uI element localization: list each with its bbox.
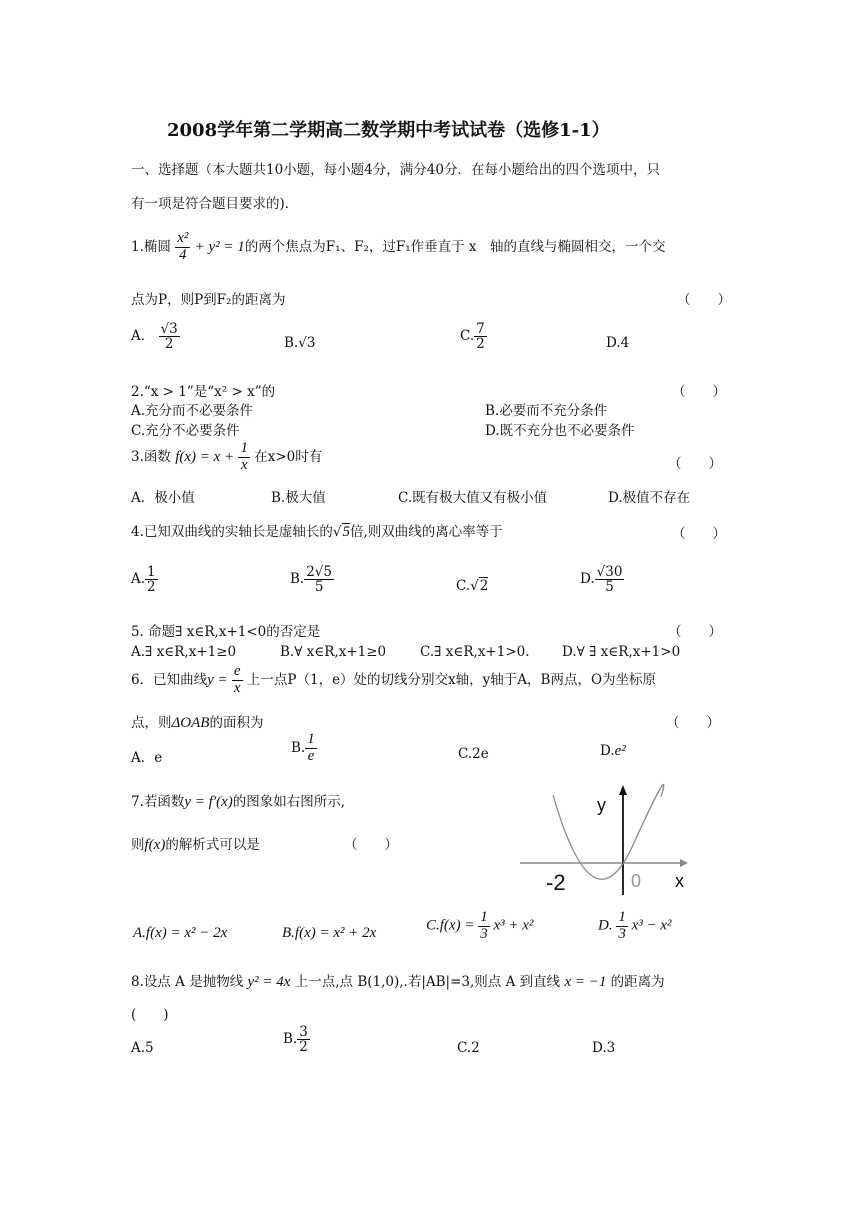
question-7-option-b[interactable]: B.f(x) = x² + 2x <box>282 925 377 941</box>
frac-denominator: e <box>307 747 315 764</box>
section-instructions-line2: 有一项是符合题目要求的)． <box>131 196 299 212</box>
question-1-answer-paren: （ ） <box>677 292 731 308</box>
frac-numerator: 1 <box>480 909 488 925</box>
question-1-option-a[interactable] <box>131 322 180 351</box>
derivative-graph <box>515 783 700 903</box>
question-7-stem-line1 <box>131 790 345 811</box>
question-7-option-d[interactable] <box>598 910 672 943</box>
frac-denominator: x <box>240 456 248 473</box>
question-7-stem-line2 <box>131 833 260 854</box>
frac-numerator: 1 <box>240 440 248 456</box>
y-axis-arrow <box>619 785 627 795</box>
question-7-text-a: 7.若函数 <box>131 794 185 810</box>
frac-numerator: x² <box>177 230 189 246</box>
option-fraction <box>616 910 628 943</box>
question-6-fraction <box>232 664 243 697</box>
question-2-option-c[interactable]: C.充分不必要条件 <box>131 423 240 439</box>
question-6-stem <box>131 664 656 697</box>
frac-numerator: 1 <box>307 731 315 747</box>
question-3-option-a[interactable]: A．极小值 <box>131 490 195 506</box>
option-suffix: x³ − x² <box>631 917 672 934</box>
option-value: √3 <box>298 335 316 351</box>
question-8-option-b[interactable] <box>283 1025 310 1054</box>
question-5-option-d[interactable]: D.∀ ∃ x∈R,x+1>0 <box>562 644 681 660</box>
question-8-answer-paren: ( ) <box>131 1007 169 1023</box>
question-6-line2-a: 点，则 <box>131 715 172 731</box>
option-fraction <box>145 565 158 594</box>
question-7-option-c[interactable] <box>426 910 533 943</box>
question-6-option-d[interactable] <box>600 743 626 760</box>
option-label: B. <box>283 1031 298 1048</box>
question-7-text-c: 则 <box>131 837 145 853</box>
question-2-option-a[interactable]: A.充分而不必要条件 <box>131 403 254 419</box>
question-8-text-c: 的距离为 <box>610 974 665 990</box>
frac-numerator: √30 <box>596 564 623 580</box>
frac-denominator: 5 <box>605 579 614 596</box>
question-1-expr: + y² = 1 <box>194 238 245 255</box>
page-title: 2008学年第二学期高二数学期中考试试卷（选修1-1） <box>167 120 610 141</box>
question-7-option-a[interactable]: A.f(x) = x² − 2x <box>133 925 228 941</box>
frac-numerator: 1 <box>618 909 626 925</box>
question-6-line2-math: ΔOAB <box>171 715 210 731</box>
question-7-text-b: 的图象如右图所示, <box>232 794 346 810</box>
question-2-option-b[interactable]: B.必要而不充分条件 <box>485 403 608 419</box>
question-5-option-a[interactable]: A.∃ x∈R,x+1≥0 <box>131 644 237 660</box>
question-3-option-b[interactable]: B.极大值 <box>271 490 326 506</box>
option-fraction <box>305 732 317 765</box>
option-label: A. <box>131 571 146 588</box>
question-6-text: 上一点P（1，e）处的切线分别交x轴，y轴于A，B两点，O为坐标原 <box>246 671 657 688</box>
frac-denominator: 3 <box>618 925 626 942</box>
question-8-math-1: y² = 4x <box>247 974 291 990</box>
option-label: C. <box>460 328 475 345</box>
option-fraction <box>304 565 334 594</box>
section-instructions-line1: 一、选择题（本大题共10小题，每小题4分，满分40分．在每小题给出的四个选项中，只 <box>131 162 660 178</box>
frac-denominator: 4 <box>179 246 187 263</box>
question-7-text-d: 的解析式可以是 <box>165 837 260 853</box>
frac-numerator: 1 <box>147 564 156 580</box>
option-prefix: C.f(x) = <box>426 917 475 934</box>
question-1-stem <box>131 231 666 264</box>
frac-denominator: 2 <box>147 579 156 596</box>
question-6-line2-b: 的面积为 <box>209 715 264 731</box>
frac-denominator: 2 <box>164 336 174 353</box>
question-5-option-c[interactable]: C.∃ x∈R,x+1>0. <box>420 644 530 660</box>
x-axis-label: x <box>675 871 684 891</box>
question-4-answer-paren: （ ） <box>672 526 726 542</box>
option-prefix: D. <box>598 917 613 934</box>
question-7-math-2: f(x) <box>144 837 166 853</box>
question-1-option-c[interactable] <box>460 322 487 351</box>
question-5-option-b[interactable]: B.∀ x∈R,x+1≥0 <box>280 644 387 660</box>
question-4-option-b[interactable] <box>290 565 334 594</box>
question-8-text-b: 上一点,点 B(1,0),.若|AB|=3,则点 A 到直线 <box>294 974 561 990</box>
question-1-text: 的两个焦点为F₁、F₂，过F₁作垂直于 x 轴的直线与椭圆相交，一个交 <box>244 238 666 255</box>
question-7-answer-paren: （ ） <box>344 837 398 853</box>
question-6-option-a[interactable]: A．e <box>131 750 163 766</box>
question-8-option-d[interactable]: D.3 <box>592 1040 616 1056</box>
question-4-sqrt: 5 <box>342 524 350 540</box>
derivative-curve <box>553 785 664 880</box>
question-6-expr: y = <box>207 671 228 688</box>
question-8-math-2: x = −1 <box>564 974 607 990</box>
frac-denominator: 2 <box>299 1039 308 1056</box>
option-value: 2 <box>479 578 489 594</box>
option-fraction <box>478 910 490 943</box>
frac-numerator: 3 <box>299 1024 308 1040</box>
question-1-option-b[interactable] <box>284 335 315 351</box>
question-3-suffix: 在x>0时有 <box>254 448 323 465</box>
question-3-expr: f(x) = x + <box>175 448 235 465</box>
question-8-stem <box>131 970 665 991</box>
question-6-answer-paren: （ ） <box>666 715 720 731</box>
question-3-fraction <box>238 441 250 474</box>
option-label: D. <box>580 571 595 588</box>
question-8-option-a[interactable]: A.5 <box>131 1040 154 1056</box>
question-1-prefix: 1.椭圆 <box>131 238 171 255</box>
option-fraction <box>159 322 180 351</box>
question-4-text-b: 倍,则双曲线的离心率等于 <box>350 524 503 540</box>
frac-denominator: 2 <box>476 336 485 353</box>
option-fraction <box>595 565 625 594</box>
question-6-line2 <box>131 711 263 732</box>
y-axis-label: y <box>597 795 606 815</box>
question-3-prefix: 3.函数 <box>131 448 171 465</box>
option-fraction <box>297 1025 310 1054</box>
frac-numerator: 7 <box>476 321 485 337</box>
question-8-option-c[interactable]: C.2 <box>457 1040 480 1056</box>
frac-numerator: 2√5 <box>306 564 332 580</box>
question-6-option-b[interactable] <box>291 732 317 765</box>
question-2-answer-paren: （ ） <box>672 384 726 400</box>
question-3-option-d[interactable]: D.极值不存在 <box>608 490 691 506</box>
question-3-stem <box>131 441 322 474</box>
option-label: A． <box>131 328 155 345</box>
question-1-option-d[interactable]: D.4 <box>606 335 630 351</box>
option-label: B. <box>290 571 305 588</box>
option-label: B. <box>291 739 306 756</box>
question-4-stem: 4.已知双曲线的实轴长是虚轴长的√5倍,则双曲线的离心率等于 <box>131 524 503 540</box>
question-1-line2: 点为P，则P到F₂的距离为 <box>131 292 286 308</box>
option-label: C. <box>456 578 471 594</box>
frac-denominator: 5 <box>314 579 324 596</box>
question-2-option-d[interactable]: D.既不充分也不必要条件 <box>485 423 635 439</box>
question-4-option-c[interactable]: C.√2 <box>456 578 489 594</box>
option-value: e² <box>614 743 626 759</box>
frac-denominator: x <box>233 679 241 696</box>
question-6-prefix: 6．已知曲线 <box>131 671 208 688</box>
question-1-fraction <box>175 231 190 264</box>
question-6-option-c[interactable]: C.2e <box>458 746 489 762</box>
question-4-option-d[interactable] <box>580 565 624 594</box>
option-fraction <box>474 322 487 351</box>
option-label: D. <box>600 743 615 759</box>
question-2-stem: 2.“x > 1”是“x² > x”的 <box>131 384 276 400</box>
x-axis-arrow <box>680 859 688 867</box>
question-3-option-c[interactable]: C.既有极大值又有极小值 <box>398 490 548 506</box>
question-4-option-a[interactable] <box>131 565 158 594</box>
question-7-math: y = f′(x) <box>184 794 233 810</box>
frac-numerator: √3 <box>160 321 178 337</box>
option-suffix: x³ + x² <box>493 917 534 934</box>
question-4-text-a: 4.已知双曲线的实轴长是虚轴长的 <box>131 524 333 540</box>
neg-two-label: -2 <box>546 870 566 895</box>
question-8-text-a: 8.设点 A 是抛物线 <box>131 974 244 990</box>
frac-numerator: e <box>233 663 241 679</box>
origin-label: 0 <box>631 871 642 891</box>
question-3-answer-paren: （ ） <box>668 456 722 472</box>
frac-denominator: 3 <box>480 925 488 942</box>
question-5-answer-paren: （ ） <box>668 624 722 640</box>
question-5-stem: 5. 命题∃ x∈R,x+1<0的否定是 <box>131 624 321 640</box>
option-label: B. <box>284 335 299 351</box>
